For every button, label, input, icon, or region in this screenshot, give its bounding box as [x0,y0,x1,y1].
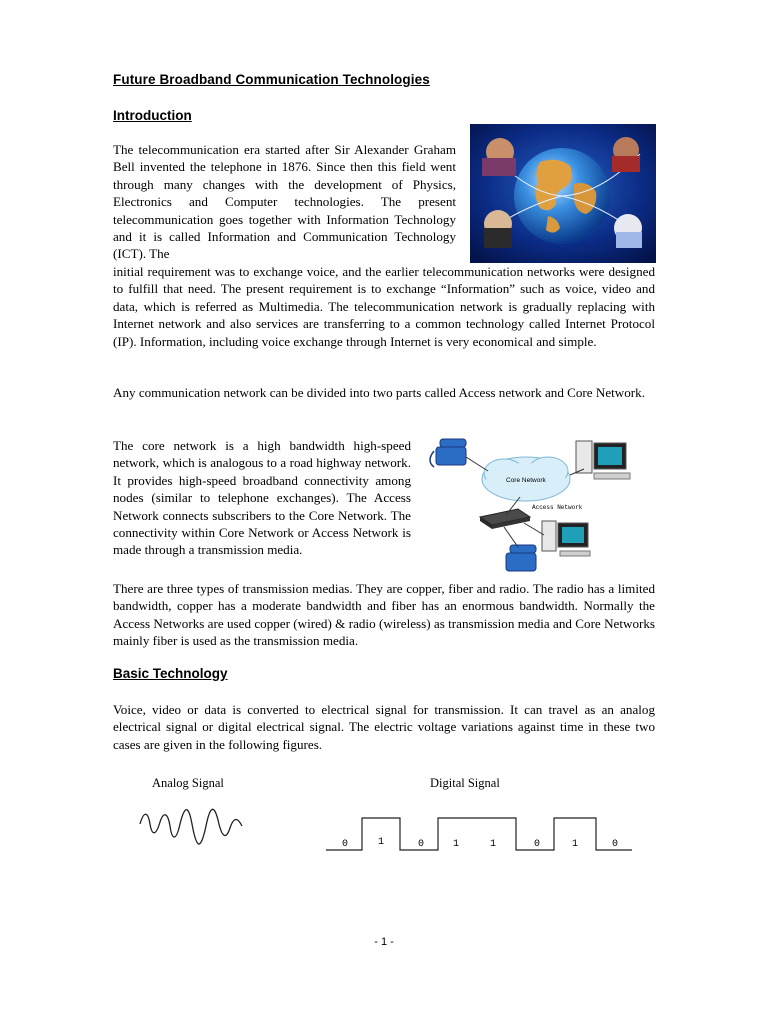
access-network-label: Access Network [532,504,583,511]
intro-paragraph-3: The core network is a high bandwidth high-speed network, which is analogous to a road highway network. It provides high-speed broadband connectivity among nodes (similar to telephone exchanges). The Access Network connects subscribers to the Core Network. The connectivity within Core Network or Access Network is made through a transmission media. [113,438,411,558]
digital-bit-label: 0 [418,839,425,850]
intro-paragraph-1: The telecommunication era started after Sir Alexander Graham Bell invented the telephone in 1876. Since then this field went through many changes with the development of Physics, Electronics and Computer technologies. The present telecommunication goes together with Information Technology and it is called Information and Communication Technology (ICT). The [113,142,456,262]
digital-bit-label: 0 [534,839,541,850]
section-heading-introduction: Introduction [113,108,192,123]
digital-bit-label: 1 [490,839,497,850]
digital-bit-label: 1 [572,839,579,850]
network-switch-icon [480,509,530,529]
telephone-icon [506,545,536,571]
computer-icon [542,521,590,556]
analog-signal-label: Analog Signal [152,776,224,790]
analog-signal-wave [136,800,248,856]
globe-communication-image [470,124,656,263]
digital-bit-label: 1 [378,837,385,848]
core-network-label: Core Network [506,477,546,484]
telephone-icon [430,439,466,467]
intro-paragraph-1-continued: initial requirement was to exchange voice, and the earlier telecommunication networks were designed to fulfill that need. The present requirement is to exchange “Information” such as voice, video and data, which is referred as Multimedia. The telecommunication network is gradually replacing with Internet network and also services are transferring to a common technology called Internet Protocol (IP). Information, including voice exchange through Internet is very economical and simple. [113,264,655,349]
digital-bit-label: 0 [612,839,619,850]
computer-icon [576,441,630,479]
network-diagram-image [424,431,658,581]
page-number: - 1 - [374,936,394,948]
digital-signal-wave [326,812,634,856]
document-title: Future Broadband Communication Technologies [113,72,430,87]
digital-bit-label: 0 [342,839,349,850]
section-heading-basic-technology: Basic Technology [113,666,228,681]
basic-paragraph-1: Voice, video or data is converted to electrical signal for transmission. It can travel as an analog electrical signal or digital electrical signal. The electric voltage variations against time in these two cases are given in the following figures. [113,702,655,752]
digital-bit-label: 1 [453,839,460,850]
intro-paragraph-2: Any communication network can be divided into two parts called Access network and Core Network. [113,385,645,400]
intro-paragraph-4: There are three types of transmission medias. They are copper, fiber and radio. The radio has a limited bandwidth, copper has a moderate bandwidth and fiber has an enormous bandwidth. Normally the Access Networks are used copper (wired) & radio (wireless) as transmission media and Core Networks mainly fiber is used as the transmission media. [113,581,655,649]
digital-signal-label: Digital Signal [430,776,500,790]
